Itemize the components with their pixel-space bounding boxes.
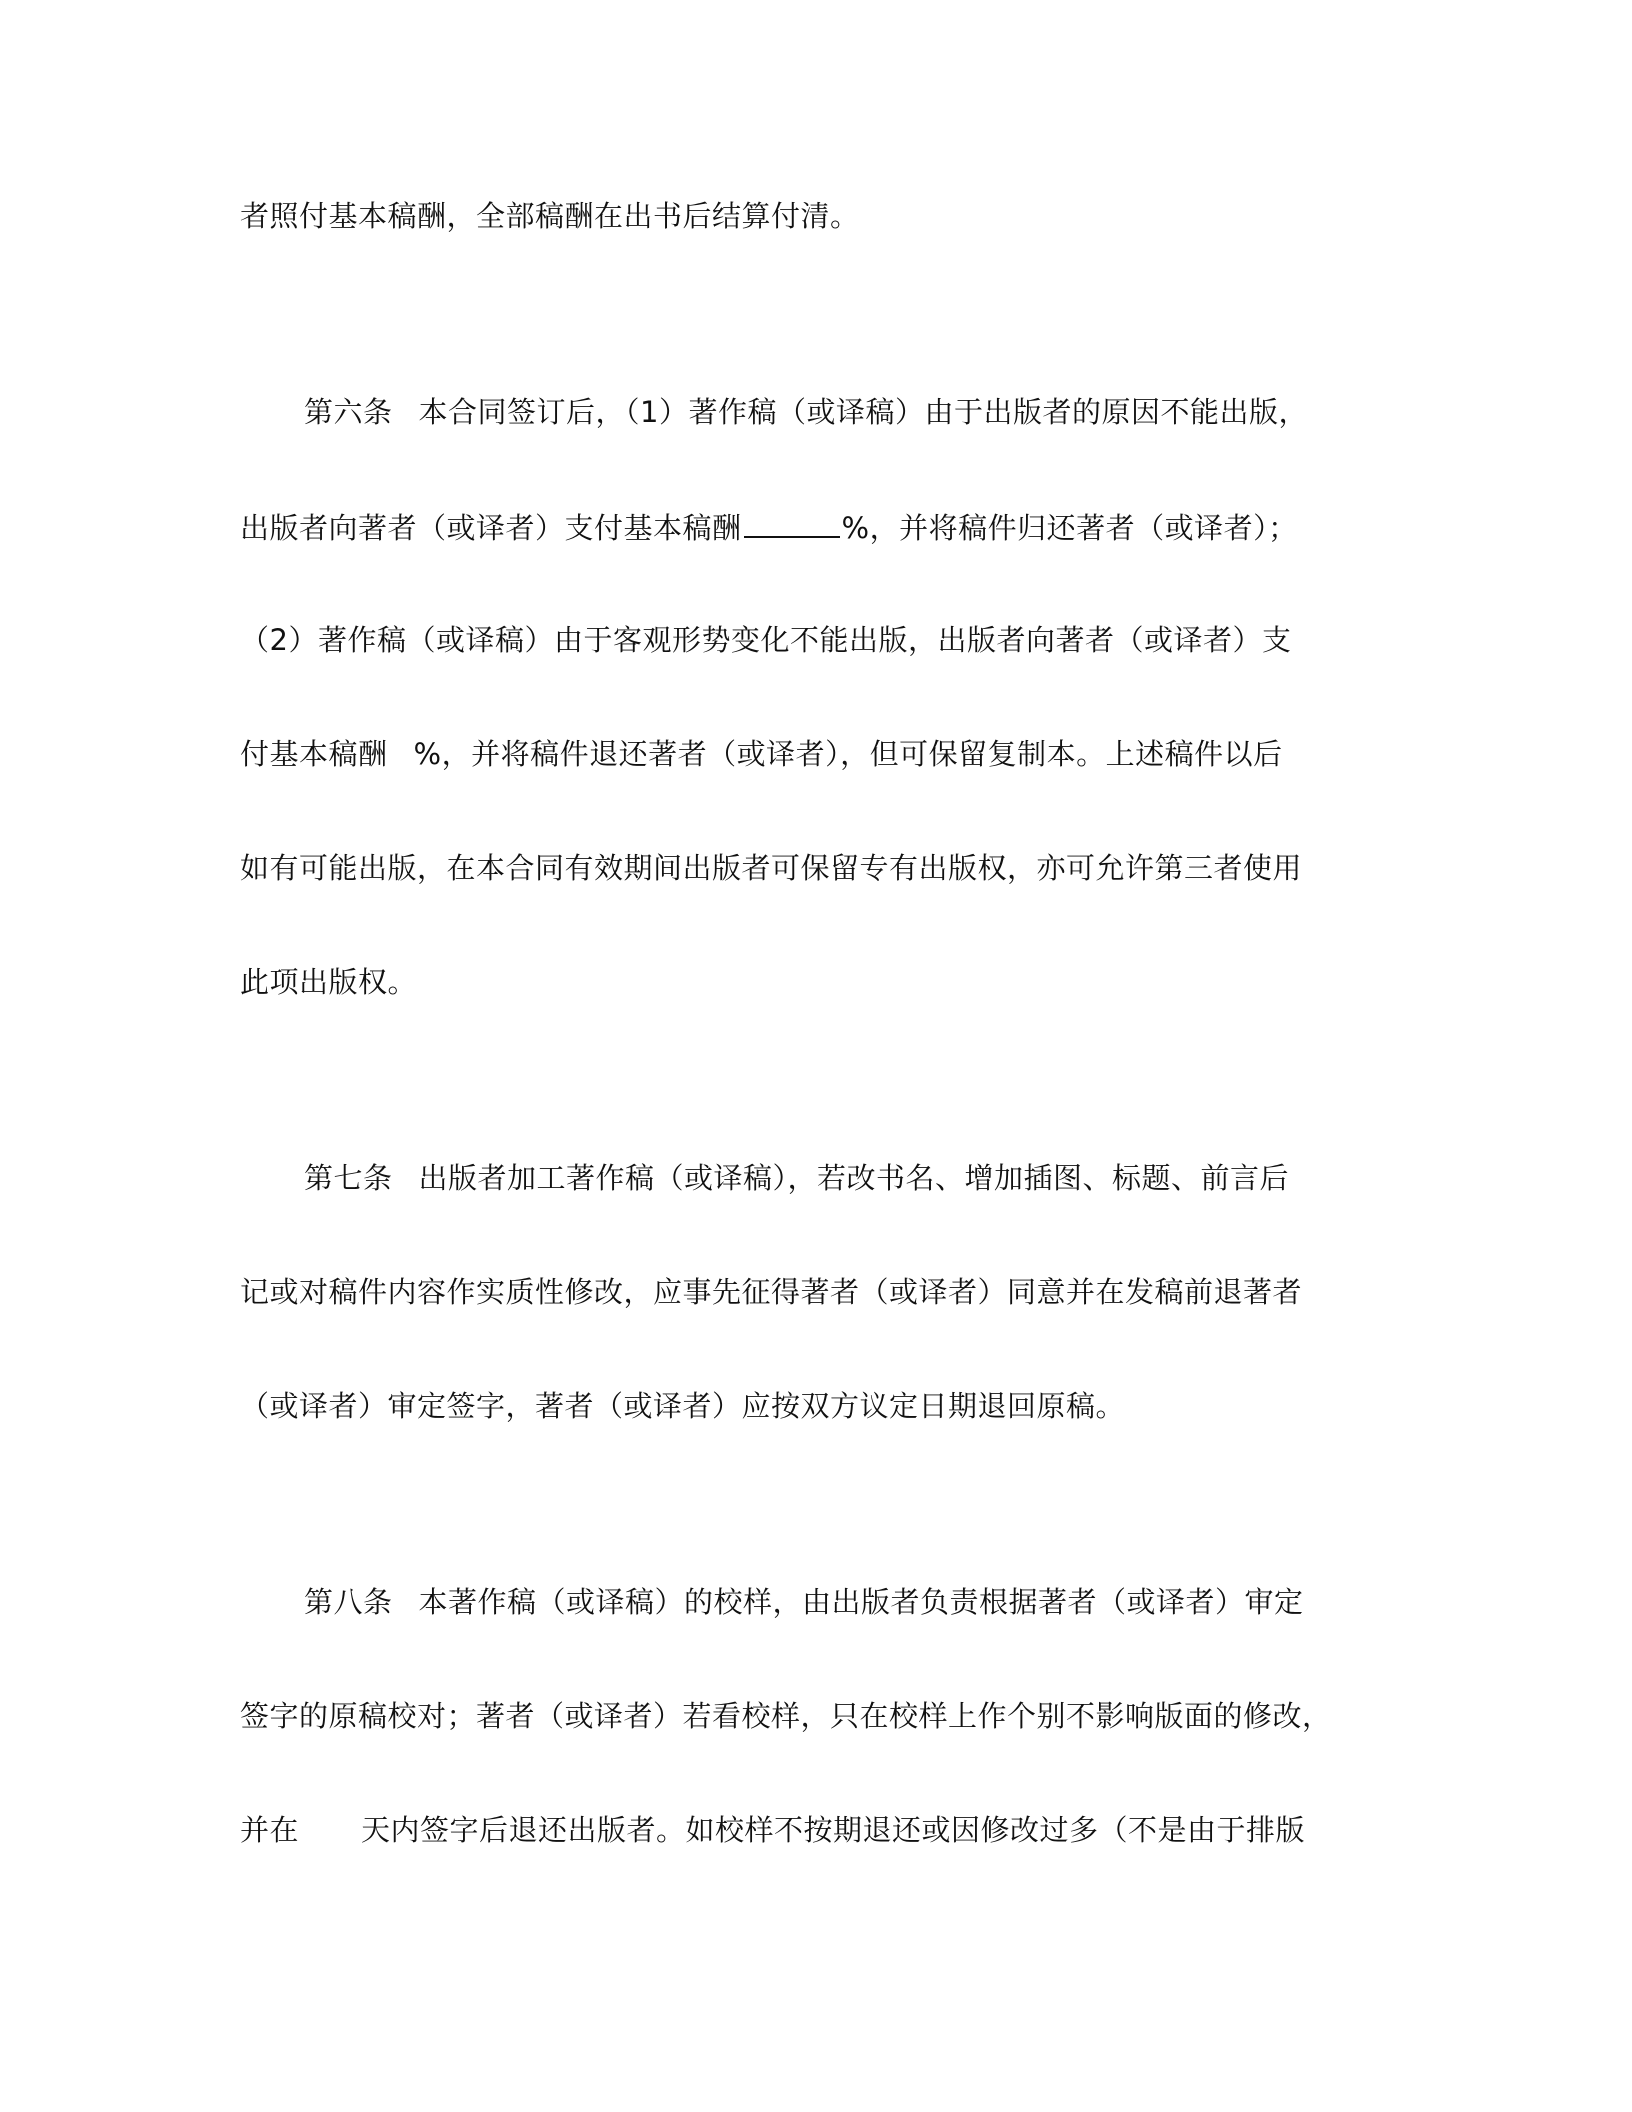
text-line: （2）著作稿（或译稿）由于客观形势变化不能出版，出版者向著者（或译者）支 [240,623,1292,657]
article-6-line-4 [240,734,1400,774]
article-8-line-3 [240,1810,1400,1850]
fill-in-blank [744,506,840,538]
text-line: 天内签字后退还出版者。如校样不按期退还或因修改过多（不是由于排版 [361,1813,1306,1847]
article-7-line-3 [240,1386,1400,1426]
article-8-line-1 [240,1582,1400,1622]
text-line: 本著作稿（或译稿）的校样，由出版者负责根据著者（或译者）审定 [418,1585,1304,1619]
text-line: 出版者向著者（或译者）支付基本稿酬 [240,511,742,545]
text-line: 出版者加工著作稿（或译稿），若改书名、增加插图、标题、前言后 [418,1161,1290,1195]
text-line: 付基本稿酬 [240,737,388,771]
text-line: 并在 [240,1813,300,1847]
article-6-line-1 [240,392,1400,432]
paragraph-line [240,196,1400,236]
text-line: %，并将稿件归还著者（或译者）； [841,511,1298,545]
article-6-heading: 第六条 [304,395,393,429]
text-line: 签字的原稿校对；著者（或译者）若看校样，只在校样上作个别不影响版面的修改， [240,1699,1332,1733]
article-6-line-5 [240,848,1400,888]
article-8-heading: 第八条 [304,1585,393,1619]
text-line: 本合同签订后，（1）著作稿（或译稿）由于出版者的原因不能出版， [418,395,1308,429]
article-6-line-3 [240,620,1400,660]
text-line: %，并将稿件退还著者（或译者），但可保留复制本。上述稿件以后 [413,737,1283,771]
article-8-line-2 [240,1696,1400,1736]
article-7-heading: 第七条 [304,1161,393,1195]
article-6-line-2 [240,506,1400,548]
article-7-line-2 [240,1272,1400,1312]
article-6-line-6 [240,962,1400,1002]
text-line: 如有可能出版，在本合同有效期间出版者可保留专有出版权，亦可允许第三者使用 [240,851,1303,885]
text-line: （或译者）审定签字，著者（或译者）应按双方议定日期退回原稿。 [240,1389,1126,1423]
article-7-line-1 [240,1158,1400,1198]
text-line: 此项出版权。 [240,965,418,999]
text-line: 记或对稿件内容作实质性修改，应事先征得著者（或译者）同意并在发稿前退著者 [240,1275,1303,1309]
text-line: 者照付基本稿酬，全部稿酬在出书后结算付清。 [240,199,860,233]
